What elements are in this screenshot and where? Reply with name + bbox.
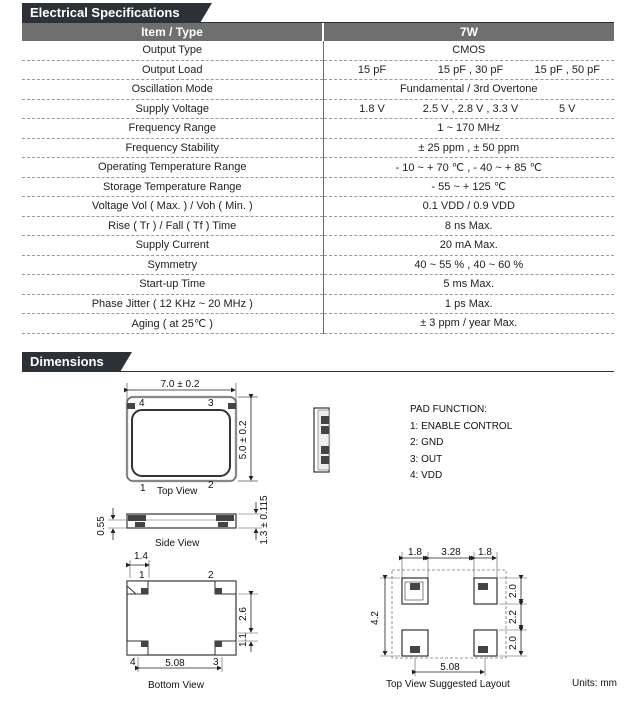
- top-view-pin-3: 3: [208, 398, 214, 409]
- row-label: Aging ( at 25℃ ): [22, 314, 323, 334]
- units-label: Units: mm: [572, 678, 617, 689]
- row-label: Rise ( Tr ) / Fall ( Tf ) Time: [22, 216, 323, 236]
- row-subvalue: 15 pF , 30 pF: [437, 63, 504, 76]
- row-label: Start-up Time: [22, 275, 323, 295]
- layout-view-drawing: [370, 547, 527, 690]
- row-label: Symmetry: [22, 255, 323, 275]
- row-subvalue: 15 pF: [357, 63, 387, 76]
- header-item-type: Item / Type: [22, 23, 323, 41]
- row-label: Phase Jitter ( 12 KHz ~ 20 MHz ): [22, 294, 323, 314]
- edge-view-drawing: [314, 408, 329, 472]
- pad-function-item: 4: VDD: [410, 470, 443, 481]
- row-label: Oscillation Mode: [22, 80, 323, 100]
- top-view-pin-4: 4: [139, 398, 145, 409]
- side-view-left-label: 0.55: [96, 516, 107, 536]
- pad-function-item: 1: ENABLE CONTROL: [410, 420, 513, 432]
- specs-section-title: Electrical Specifications: [22, 3, 200, 23]
- side-view-caption: Side View: [155, 538, 200, 549]
- row-subvalue: 15 pF , 50 pF: [534, 63, 600, 76]
- row-subvalue: 5 V: [558, 102, 576, 115]
- pad-function-item: 2: GND: [410, 437, 444, 448]
- bottom-view-pin-3: 3: [213, 657, 219, 668]
- row-label: Operating Temperature Range: [22, 158, 323, 178]
- top-view-caption: Top View: [157, 486, 198, 497]
- top-view-pin-1: 1: [140, 483, 146, 494]
- layout-bottom-dim: 5.08: [440, 662, 460, 673]
- bottom-view-pin-4: 4: [130, 657, 136, 668]
- row-label: Voltage Vol ( Max. ) / Voh ( Min. ): [22, 197, 323, 217]
- row-value: 1 ps Max.: [323, 294, 614, 314]
- row-value: 5 ms Max.: [323, 275, 614, 295]
- pad-function-list: [410, 402, 512, 485]
- layout-right-dim-1: 2.0: [508, 584, 519, 598]
- row-label: Storage Temperature Range: [22, 177, 323, 197]
- row-value: 8 ns Max.: [323, 216, 614, 236]
- row-subvalue: 1.8 V: [359, 102, 385, 115]
- layout-top-dim-1: 1.8: [408, 547, 422, 558]
- row-value: 1 ~ 170 MHz: [323, 119, 614, 139]
- layout-view-caption: Top View Suggested Layout: [386, 679, 510, 690]
- header-model: 7W: [323, 23, 614, 41]
- bottom-view-top-dim: 1.4: [134, 551, 148, 562]
- row-label: Supply Current: [22, 236, 323, 256]
- layout-right-dim-2: 2.2: [508, 610, 519, 624]
- layout-top-dim-3: 1.8: [478, 547, 492, 558]
- row-value: 20 mA Max.: [323, 236, 614, 256]
- layout-right-dim-3: 2.0: [508, 636, 519, 650]
- layout-left-dim: 4.2: [370, 611, 381, 625]
- row-label: Frequency Range: [22, 119, 323, 139]
- row-subvalue: 2.5 V , 2.8 V , 3.3 V: [422, 102, 519, 115]
- bottom-view-right-dim-1: 2.6: [238, 607, 249, 621]
- row-value: 40 ~ 55 % , 40 ~ 60 %: [323, 255, 614, 275]
- bottom-view-bottom-dim: 5.08: [165, 658, 185, 669]
- row-label: Supply Voltage: [22, 99, 323, 119]
- top-view-width-label: 7.0 ± 0.2: [160, 379, 200, 390]
- bottom-view-drawing: [127, 551, 258, 691]
- row-value: - 55 ~ + 125 ℃: [323, 177, 614, 197]
- row-label: Output Type: [22, 41, 323, 60]
- top-view-drawing: [127, 379, 258, 497]
- row-label: Frequency Stability: [22, 138, 323, 158]
- bottom-view-pin-2: 2: [208, 570, 214, 581]
- bottom-view-pin-1: 1: [139, 570, 145, 581]
- row-value: CMOS: [323, 41, 614, 60]
- side-view-drawing: [96, 495, 270, 549]
- row-value: ± 3 ppm / year Max.: [323, 314, 614, 334]
- bottom-view-caption: Bottom View: [148, 680, 204, 691]
- row-value: Fundamental / 3rd Overtone: [323, 80, 614, 100]
- pad-function-title: PAD FUNCTION:: [410, 404, 488, 415]
- row-value: ± 25 ppm , ± 50 ppm: [323, 138, 614, 158]
- bottom-view-right-dim-2: 1.1: [238, 633, 249, 647]
- pad-function-item: 3: OUT: [410, 453, 443, 465]
- side-view-right-label: 1.3 ± 0.115: [259, 495, 270, 545]
- row-value: 0.1 VDD / 0.9 VDD: [323, 197, 614, 217]
- row-value: - 10 ~ + 70 ℃ , - 40 ~ + 85 ℃: [323, 158, 614, 178]
- top-view-pin-2: 2: [208, 480, 214, 491]
- layout-top-dim-2: 3.28: [441, 547, 461, 558]
- row-label: Output Load: [22, 60, 323, 80]
- dimensions-section-title: Dimensions: [22, 352, 120, 372]
- top-view-height-label: 5.0 ± 0.2: [238, 420, 249, 460]
